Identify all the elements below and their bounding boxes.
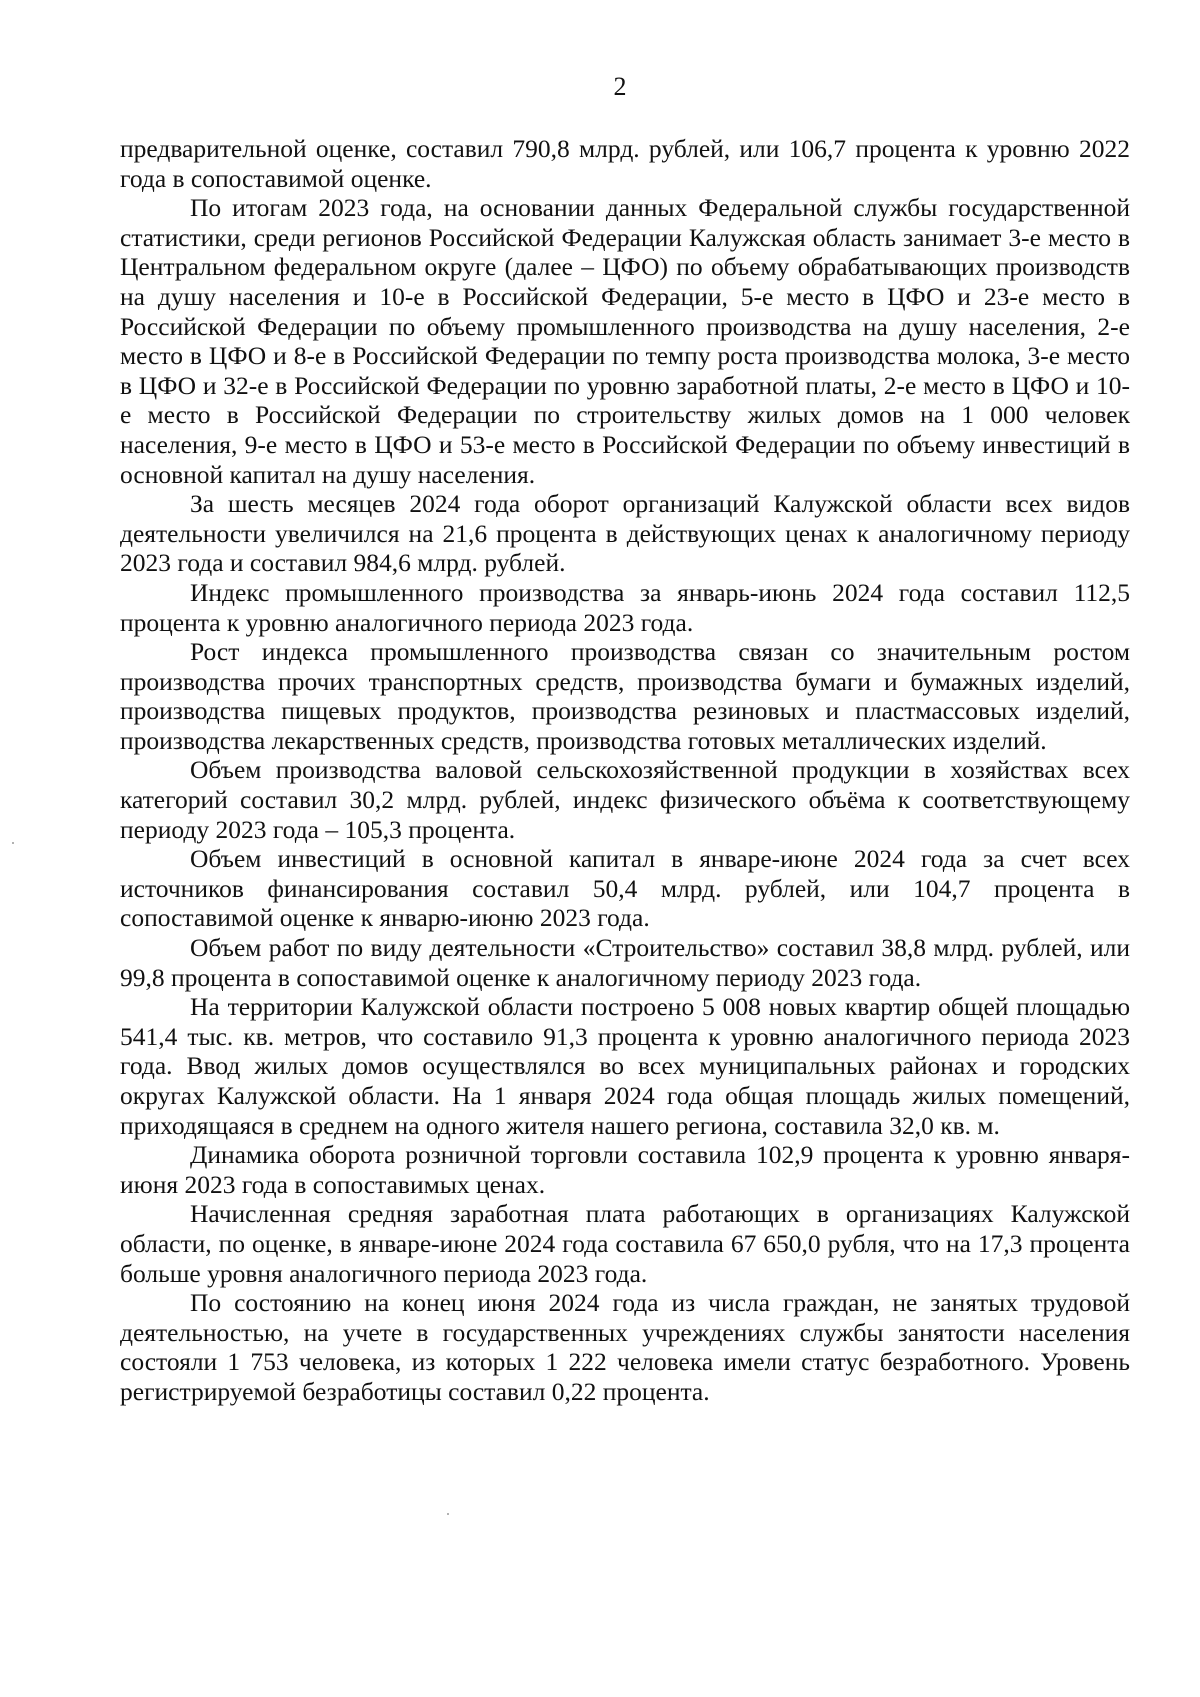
paragraph-agriculture: Объем производства валовой сельскохозяйственной продукции в хозяйствах всех категорий составил 30,2 млрд. рублей, индекс физического объёма к соответствующему периоду 2023 года – 105,3 процента. bbox=[120, 755, 1130, 844]
document-body bbox=[120, 134, 1130, 1407]
paragraph-investments: Объем инвестиций в основной капитал в январе-июне 2024 года за счет всех источников финансирования составил 50,4 млрд. рублей, или 104,7 процента в сопоставимой оценке к январю-июню 2023 года. bbox=[120, 844, 1130, 933]
paragraph-industrial-growth: Рост индекса промышленного производства связан со значительным ростом производства прочих транспортных средств, производства бумаги и бумажных изделий, производства пищевых продуктов, производства резиновых и пластмассовых изделий, производства лекарственных средств, производства готовых металлических изделий. bbox=[120, 637, 1130, 755]
paragraph-retail: Динамика оборота розничной торговли составила 102,9 процента к уровню января-июня 2023 года в сопоставимых ценах. bbox=[120, 1140, 1130, 1199]
paragraph-housing: На территории Калужской области построено 5 008 новых квартир общей площадью 541,4 тыс. кв. метров, что составило 91,3 процента к уровню аналогичного периода 2023 года. Ввод жилых домов осуществлялся во всех муниципальных районах и городских округах Калужской области. На 1 января 2024 года общая площадь жилых помещений, приходящаяся в среднем на одного жителя нашего региона, составила 32,0 кв. м. bbox=[120, 992, 1130, 1140]
paragraph-industrial-index: Индекс промышленного производства за январь-июнь 2024 года составил 112,5 процента к уровню аналогичного периода 2023 года. bbox=[120, 577, 1130, 637]
page-number: 2 bbox=[613, 72, 627, 101]
paragraph-continuation: предварительной оценке, составил 790,8 млрд. рублей, или 106,7 процента к уровню 2022 года в сопоставимой оценке. bbox=[120, 134, 1130, 193]
paragraph-turnover: За шесть месяцев 2024 года оборот организаций Калужской области всех видов деятельности увеличился на 21,6 процента в действующих ценах к аналогичному периоду 2023 года и составил 984,6 млрд. рублей. bbox=[120, 489, 1130, 578]
scan-speck bbox=[12, 842, 14, 844]
paragraph-region-rankings: По итогам 2023 года, на основании данных Федеральной службы государственной статистики, среди регионов Российской Федерации Калужская область занимает 3-е место в Центральном федеральном округе (далее – ЦФО) по объему обрабатывающих производств на душу населения и 10-е в Российской Федерации, 5-е место в ЦФО и 23-е место в Российской Федерации по объему промышленного производства на душу населения, 2-е место в ЦФО и 8-е в Российской Федерации по темпу роста производства молока, 3-е место в ЦФО и 32-е в Российской Федерации по уровню заработной платы, 2-е место в ЦФО и 10-е место в Российской Федерации по строительству жилых домов на 1 000 человек населения, 9-е место в ЦФО и 53-е место в Российской Федерации по объему инвестиций в основной капитал на душу населения. bbox=[120, 193, 1130, 489]
scan-speck bbox=[447, 1513, 449, 1515]
paragraph-unemployment: По состоянию на конец июня 2024 года из числа граждан, не занятых трудовой деятельностью, на учете в государственных учреждениях службы занятости населения состояли 1 753 человека, из которых 1 222 человека имели статус безработного. Уровень регистрируемой безработицы составил 0,22 процента. bbox=[120, 1288, 1130, 1406]
paragraph-construction: Объем работ по виду деятельности «Строительство» составил 38,8 млрд. рублей, или 99,8 процента в сопоставимой оценке к аналогичному периоду 2023 года. bbox=[120, 933, 1130, 992]
paragraph-salary: Начисленная средняя заработная плата работающих в организациях Калужской области, по оценке, в январе-июне 2024 года составила 67 650,0 рубля, что на 17,3 процента больше уровня аналогичного периода 2023 года. bbox=[120, 1199, 1130, 1288]
